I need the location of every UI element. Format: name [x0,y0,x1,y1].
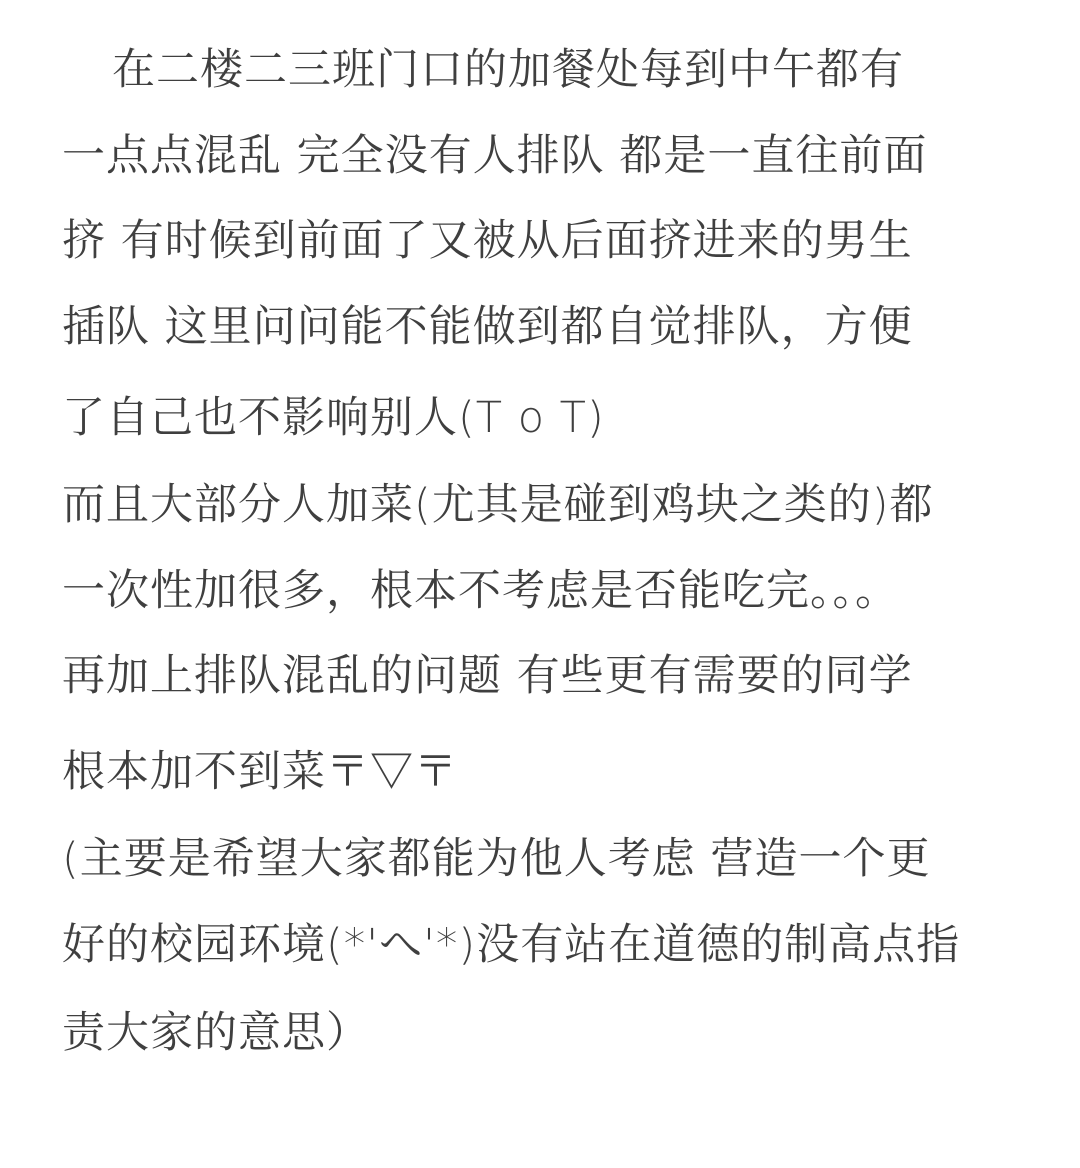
text-line-9: 根本加不到菜〒▽〒 [62,747,458,797]
text-line-8: 再加上排队混乱的问题 有些更有需要的同学 [62,651,913,701]
text-line-7: 一次性加很多，根本不考虑是否能吃完。。。 [62,566,899,616]
text-line-1: 在二楼二三班门口的加餐处每到中午都有 [112,45,904,95]
text-line-10: (主要是希望大家都能为他人考虑 营造一个更 [62,834,931,884]
text-line-5: 了自己也不影响别人(T o T) [62,393,605,443]
text-line-12: 责大家的意思） [62,1008,370,1058]
text-line-2: 一点点混乱 完全没有人排队 都是一直往前面 [62,131,928,181]
text-line-4: 插队 这里问问能不能做到都自觉排队，方便 [62,302,913,352]
text-line-3: 挤 有时候到前面了又被从后面挤进来的男生 [62,216,913,266]
text-line-11: 好的校园环境(*'へ'*)没有站在道德的制高点指 [62,920,961,970]
text-line-6: 而且大部分人加菜(尤其是碰到鸡块之类的)都 [62,480,934,530]
